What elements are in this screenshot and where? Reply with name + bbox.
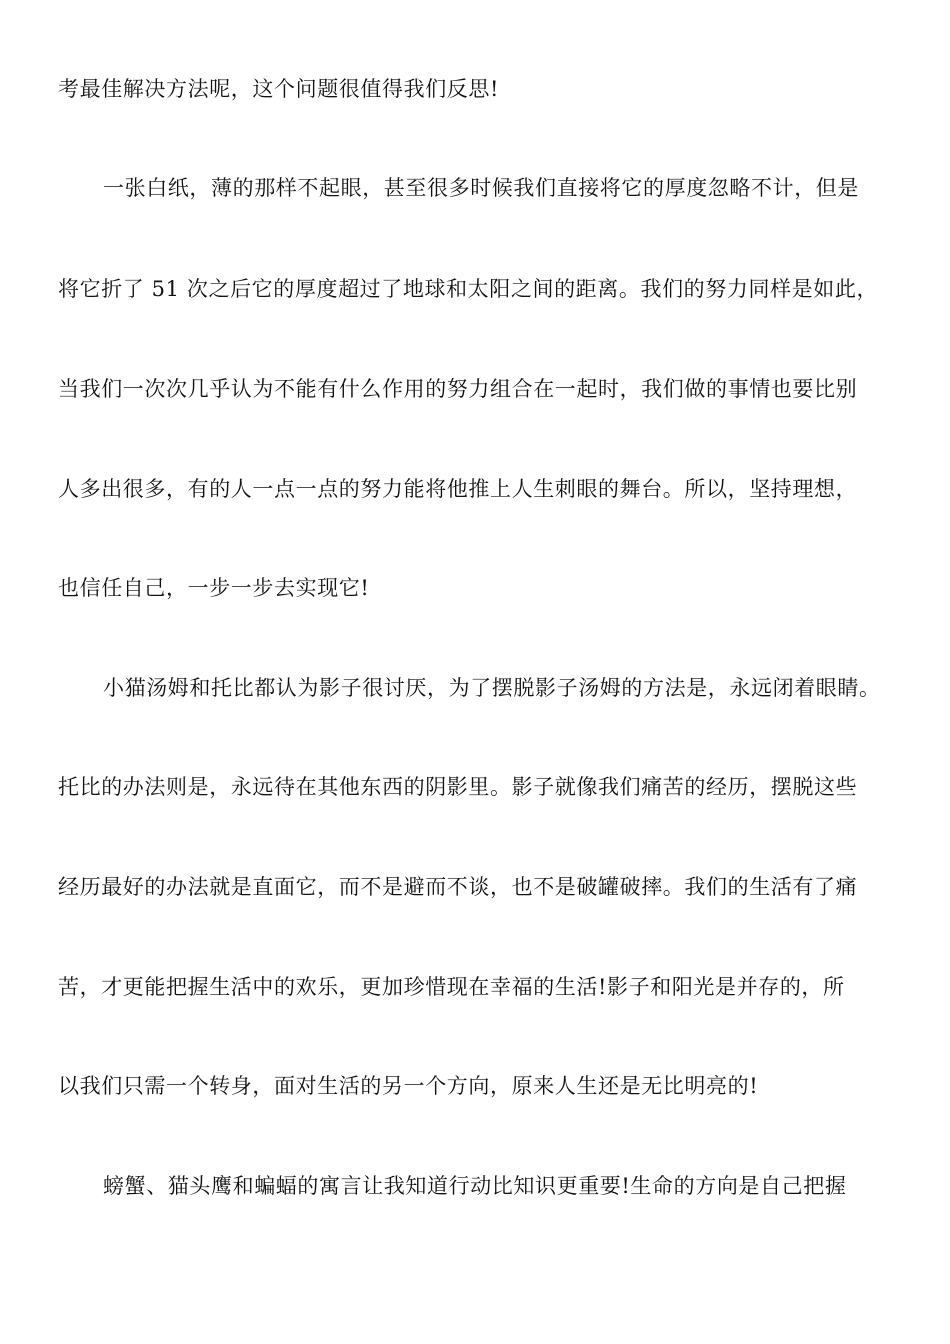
paragraph-first-line: 小猫汤姆和托比都认为影子很讨厌，为了摆脱影子汤姆的方法是，永远闭着眼睛。 — [103, 676, 881, 700]
text-line: 托比的办法则是，永远待在其他东西的阴影里。影子就像我们痛苦的经历，摆脱这些 — [58, 775, 858, 799]
text-line: 当我们一次次几乎认为不能有什么作用的努力组合在一起时，我们做的事情也要比别 — [58, 377, 858, 401]
paragraph-first-line: 螃蟹、猫头鹰和蝙蝠的寓言让我知道行动比知识更重要!生命的方向是自己把握 — [103, 1174, 847, 1198]
text-line: 经历最好的办法就是直面它，而不是避而不谈，也不是破罐破摔。我们的生活有了痛 — [58, 875, 858, 899]
text-line: 以我们只需一个转身，面对生活的另一个方向，原来人生还是无比明亮的! — [58, 1074, 759, 1098]
text-line: 人多出很多，有的人一点一点的努力能将他推上人生刺眼的舞台。所以，坚持理想， — [58, 477, 858, 501]
text-line: 也信任自己，一步一步去实现它! — [58, 576, 370, 600]
paragraph-first-line: 一张白纸，薄的那样不起眼，甚至很多时候我们直接将它的厚度忽略不计，但是 — [103, 176, 859, 200]
text-line: 考最佳解决方法呢，这个问题很值得我们反思! — [58, 77, 500, 101]
text-line: 将它折了 51 次之后它的厚度超过了地球和太阳之间的距离。我们的努力同样是如此， — [58, 277, 879, 301]
text-line: 苦，才更能把握生活中的欢乐，更加珍惜现在幸福的生活!影子和阳光是并存的，所 — [58, 975, 845, 999]
